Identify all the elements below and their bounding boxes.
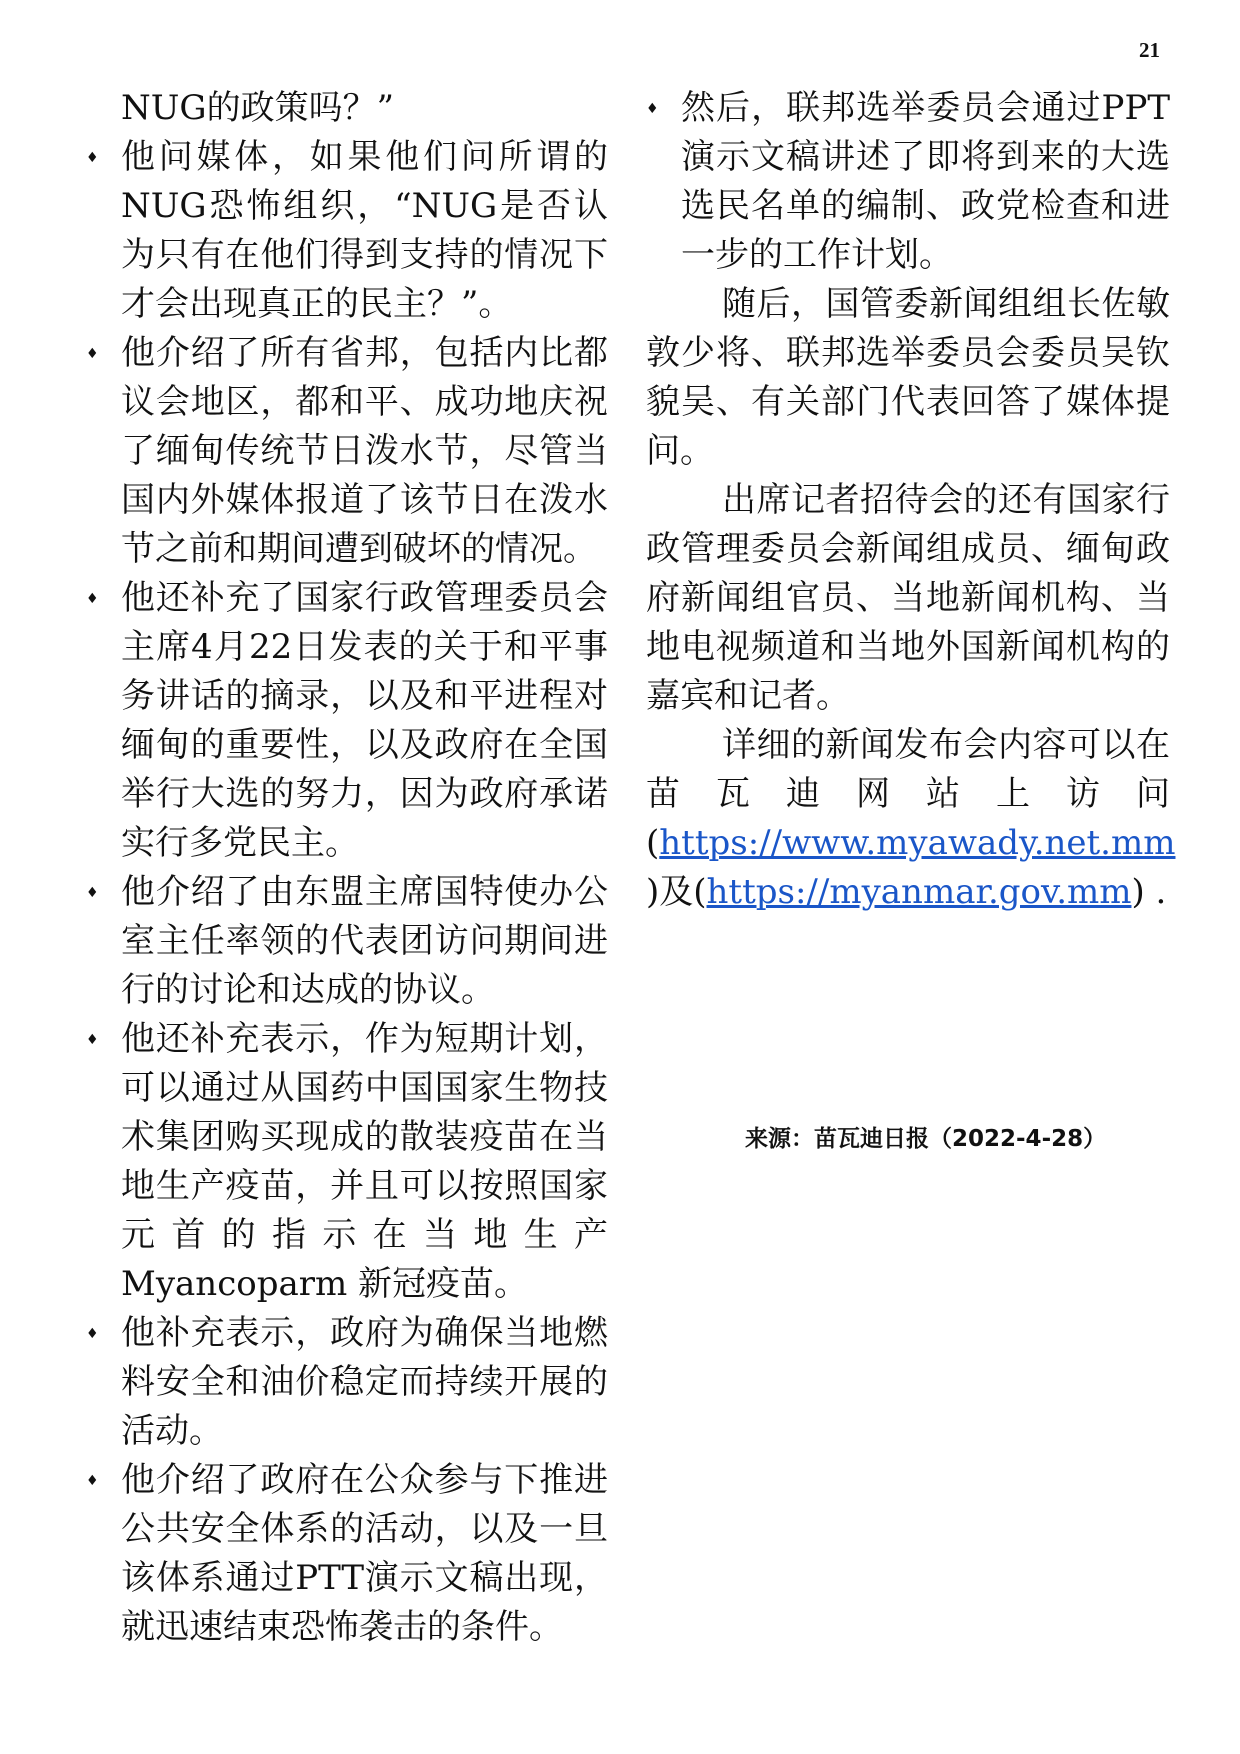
diamond-bullet-icon: ♦	[86, 885, 99, 901]
list-item-text: 他问媒体，如果他们问所谓的NUG恐怖组织，“NUG是否认为只有在他们得到支持的情况下才会出现真正的民主？”。	[121, 137, 608, 324]
diamond-bullet-icon: ♦	[646, 101, 659, 117]
left-bullet-list	[86, 133, 608, 1652]
myanmar-gov-link[interactable]: https://myanmar.gov.mm	[706, 872, 1132, 912]
diamond-bullet-icon: ♦	[86, 150, 99, 166]
right-bullet-list	[646, 84, 1170, 280]
list-item-text: 他介绍了所有省邦，包括内比都议会地区，都和平、成功地庆祝了缅甸传统节日泼水节，尽管当国内外媒体报道了该节日在泼水节之前和期间遭到破坏的情况。	[121, 333, 608, 569]
links-paragraph-suffix: ) .	[1131, 872, 1167, 912]
paragraph: 随后，国管委新闻组组长佐敏敦少将、联邦选举委员会委员吴钦貌吴、有关部门代表回答了媒体提问。	[646, 284, 1170, 471]
list-item-text: 他还补充了国家行政管理委员会主席4月22日发表的关于和平事务讲话的摘录，以及和平进程对缅甸的重要性，以及政府在全国举行大选的努力，因为政府承诺实行多党民主。	[121, 578, 608, 863]
continuation-text: NUG的政策吗？”	[121, 88, 394, 128]
page-number: 21	[1139, 38, 1160, 62]
list-item	[86, 574, 608, 868]
list-item	[86, 868, 608, 1015]
diamond-bullet-icon: ♦	[86, 1326, 99, 1342]
diamond-bullet-icon: ♦	[86, 1032, 99, 1048]
paragraph: 出席记者招待会的还有国家行政管理委员会新闻组成员、缅甸政府新闻组官员、当地新闻机构、当地电视频道和当地外国新闻机构的嘉宾和记者。	[646, 480, 1170, 716]
myawady-link[interactable]: https://www.myawady.net.mm	[659, 823, 1176, 863]
list-item	[86, 133, 608, 329]
links-paragraph	[646, 721, 1176, 917]
list-item-text: 他介绍了由东盟主席国特使办公室主任率领的代表团访问期间进行的讨论和达成的协议。	[121, 872, 608, 1010]
list-item	[646, 84, 1170, 280]
diamond-bullet-icon: ♦	[86, 346, 99, 362]
list-item	[86, 1309, 608, 1456]
right-column	[646, 84, 1176, 917]
list-item-text: 他还补充表示，作为短期计划，可以通过从国药中国国家生物技术集团购买现成的散装疫苗在当地生产疫苗，并且可以按照国家元首的指示在当地生产Myancoparm 新冠疫苗。	[121, 1019, 608, 1304]
left-column	[86, 84, 608, 1652]
list-item	[86, 1456, 608, 1652]
list-item	[86, 329, 608, 574]
diamond-bullet-icon: ♦	[86, 1473, 99, 1489]
list-item-text: 然后，联邦选举委员会通过PPT演示文稿讲述了即将到来的大选选民名单的编制、政党检查和进一步的工作计划。	[681, 88, 1170, 275]
list-item-text: 他介绍了政府在公众参与下推进公共安全体系的活动，以及一旦该体系通过PTT演示文稿出现，就迅速结束恐怖袭击的条件。	[121, 1460, 608, 1647]
diamond-bullet-icon: ♦	[86, 591, 99, 607]
source-line: 来源：苗瓦迪日报（2022-4-28）	[745, 1126, 1107, 1152]
links-paragraph-prefix: 详细的新闻发布会内容可以在苗瓦迪网站上访问(	[646, 725, 1170, 863]
list-item-text: 他补充表示，政府为确保当地燃料安全和油价稳定而持续开展的活动。	[121, 1313, 608, 1451]
links-paragraph-middle: )及(	[646, 872, 707, 912]
list-item	[86, 1015, 608, 1309]
